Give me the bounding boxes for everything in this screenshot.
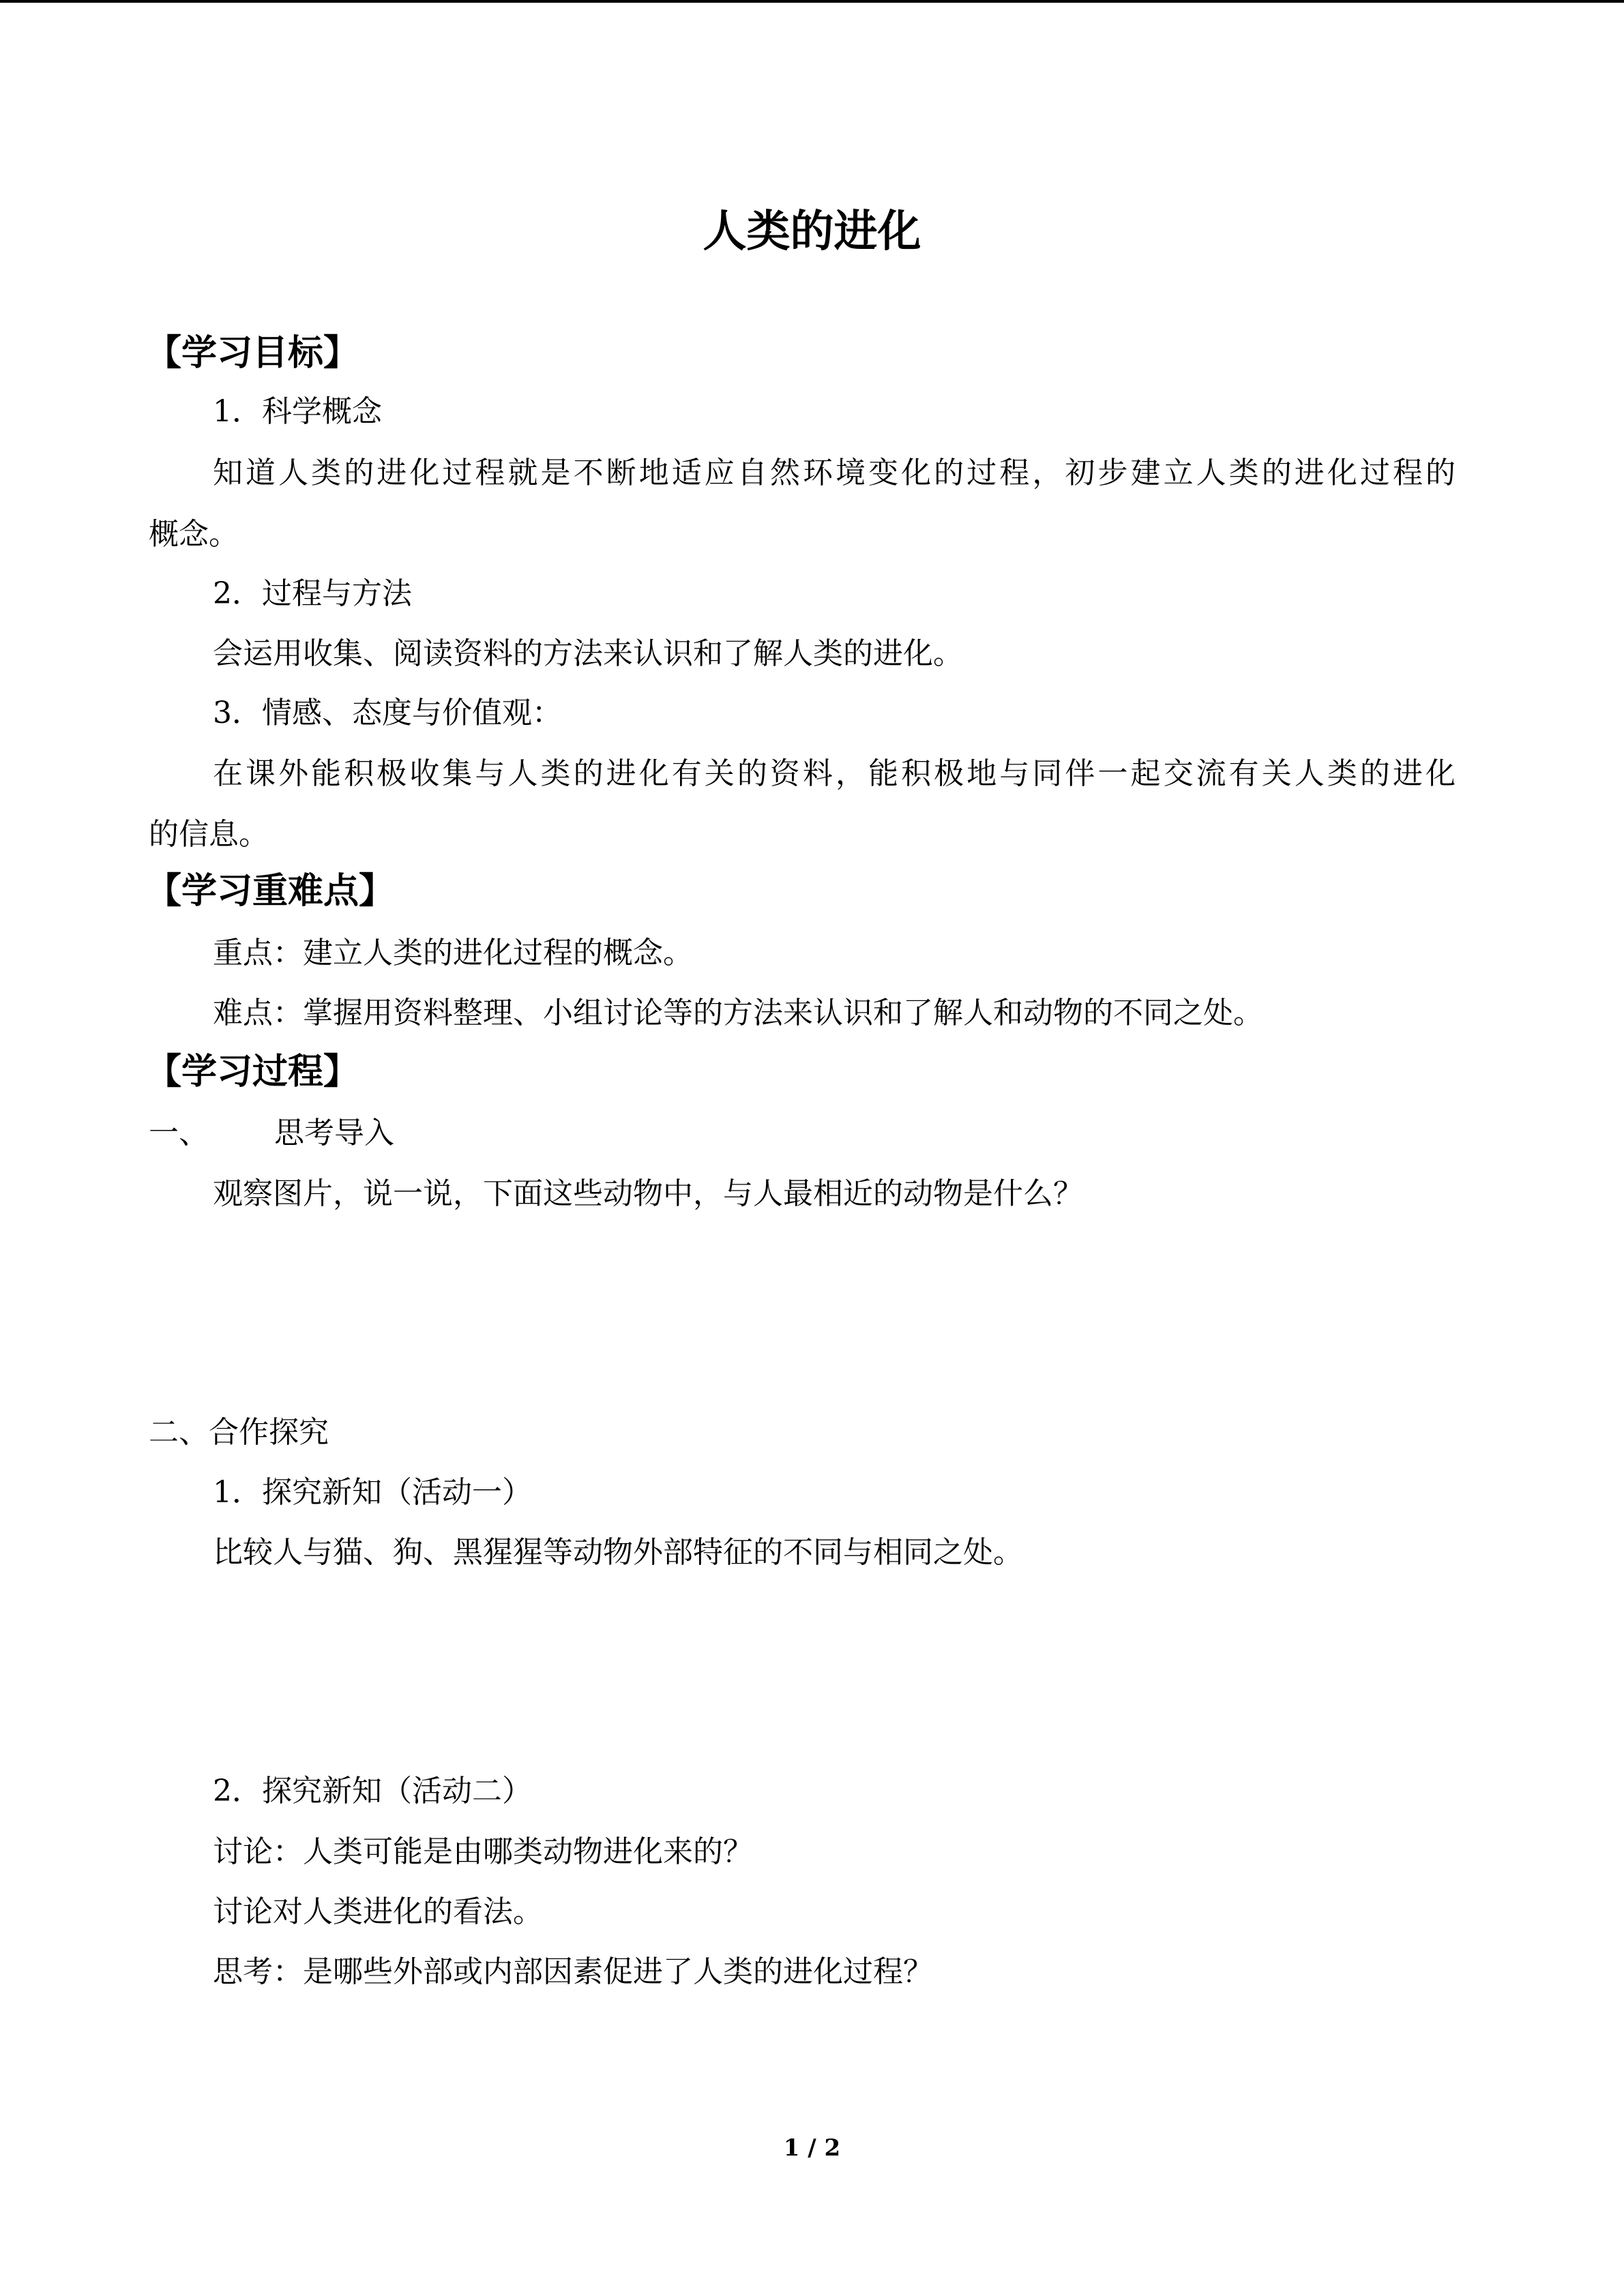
section-heading-objectives: 【学习目标】 (146, 333, 359, 374)
section-heading-process: 【学习过程】 (146, 1052, 359, 1092)
activity-1-text: 比较人与猫、狗、黑猩猩等动物外部特征的不同与相同之处。 (213, 1535, 1023, 1570)
objective-3-title: 3．情感、态度与价值观： (213, 696, 562, 730)
document-title: 人类的进化 (703, 207, 921, 257)
objective-1-text-line1: 知道人类的进化过程就是不断地适应自然环境变化的过程，初步建立人类的进化过程的 (213, 456, 1456, 490)
part-1-number: 一、 (149, 1116, 209, 1150)
activity-2-question-1: 讨论：人类可能是由哪类动物进化来的？ (213, 1834, 753, 1869)
objective-3-text-line1: 在课外能积极收集与人类的进化有关的资料，能积极地与同伴一起交流有关人类的进化 (213, 756, 1456, 791)
activity-2-question-2: 讨论对人类进化的看法。 (213, 1894, 543, 1929)
objective-1-text-line2: 概念。 (149, 517, 239, 552)
objective-3-text-line2: 的信息。 (149, 817, 269, 852)
activity-2-question-3: 思考：是哪些外部或内部因素促进了人类的进化过程？ (213, 1954, 933, 1989)
objective-1-title: 1．科学概念 (213, 394, 382, 429)
part-1-title: 思考导入 (274, 1116, 394, 1150)
part-1-heading (149, 1114, 394, 1152)
part-2-title: 二、合作探究 (149, 1415, 329, 1450)
objective-2-title: 2．过程与方法 (213, 576, 412, 611)
page-number: 1 / 2 (783, 2134, 841, 2162)
activity-2-title: 2．探究新知（活动二） (213, 1774, 532, 1808)
objective-2-text: 会运用收集、阅读资料的方法来认识和了解人类的进化。 (213, 636, 963, 671)
activity-1-title: 1．探究新知（活动一） (213, 1475, 532, 1510)
page-top-border (0, 0, 1624, 3)
part-1-text: 观察图片，说一说，下面这些动物中，与人最相近的动物是什么？ (213, 1176, 1083, 1211)
difficulty-text: 难点：掌握用资料整理、小组讨论等的方法来认识和了解人和动物的不同之处。 (213, 996, 1263, 1030)
section-heading-key-points: 【学习重难点】 (146, 871, 395, 912)
key-point-text: 重点：建立人类的进化过程的概念。 (213, 936, 693, 970)
